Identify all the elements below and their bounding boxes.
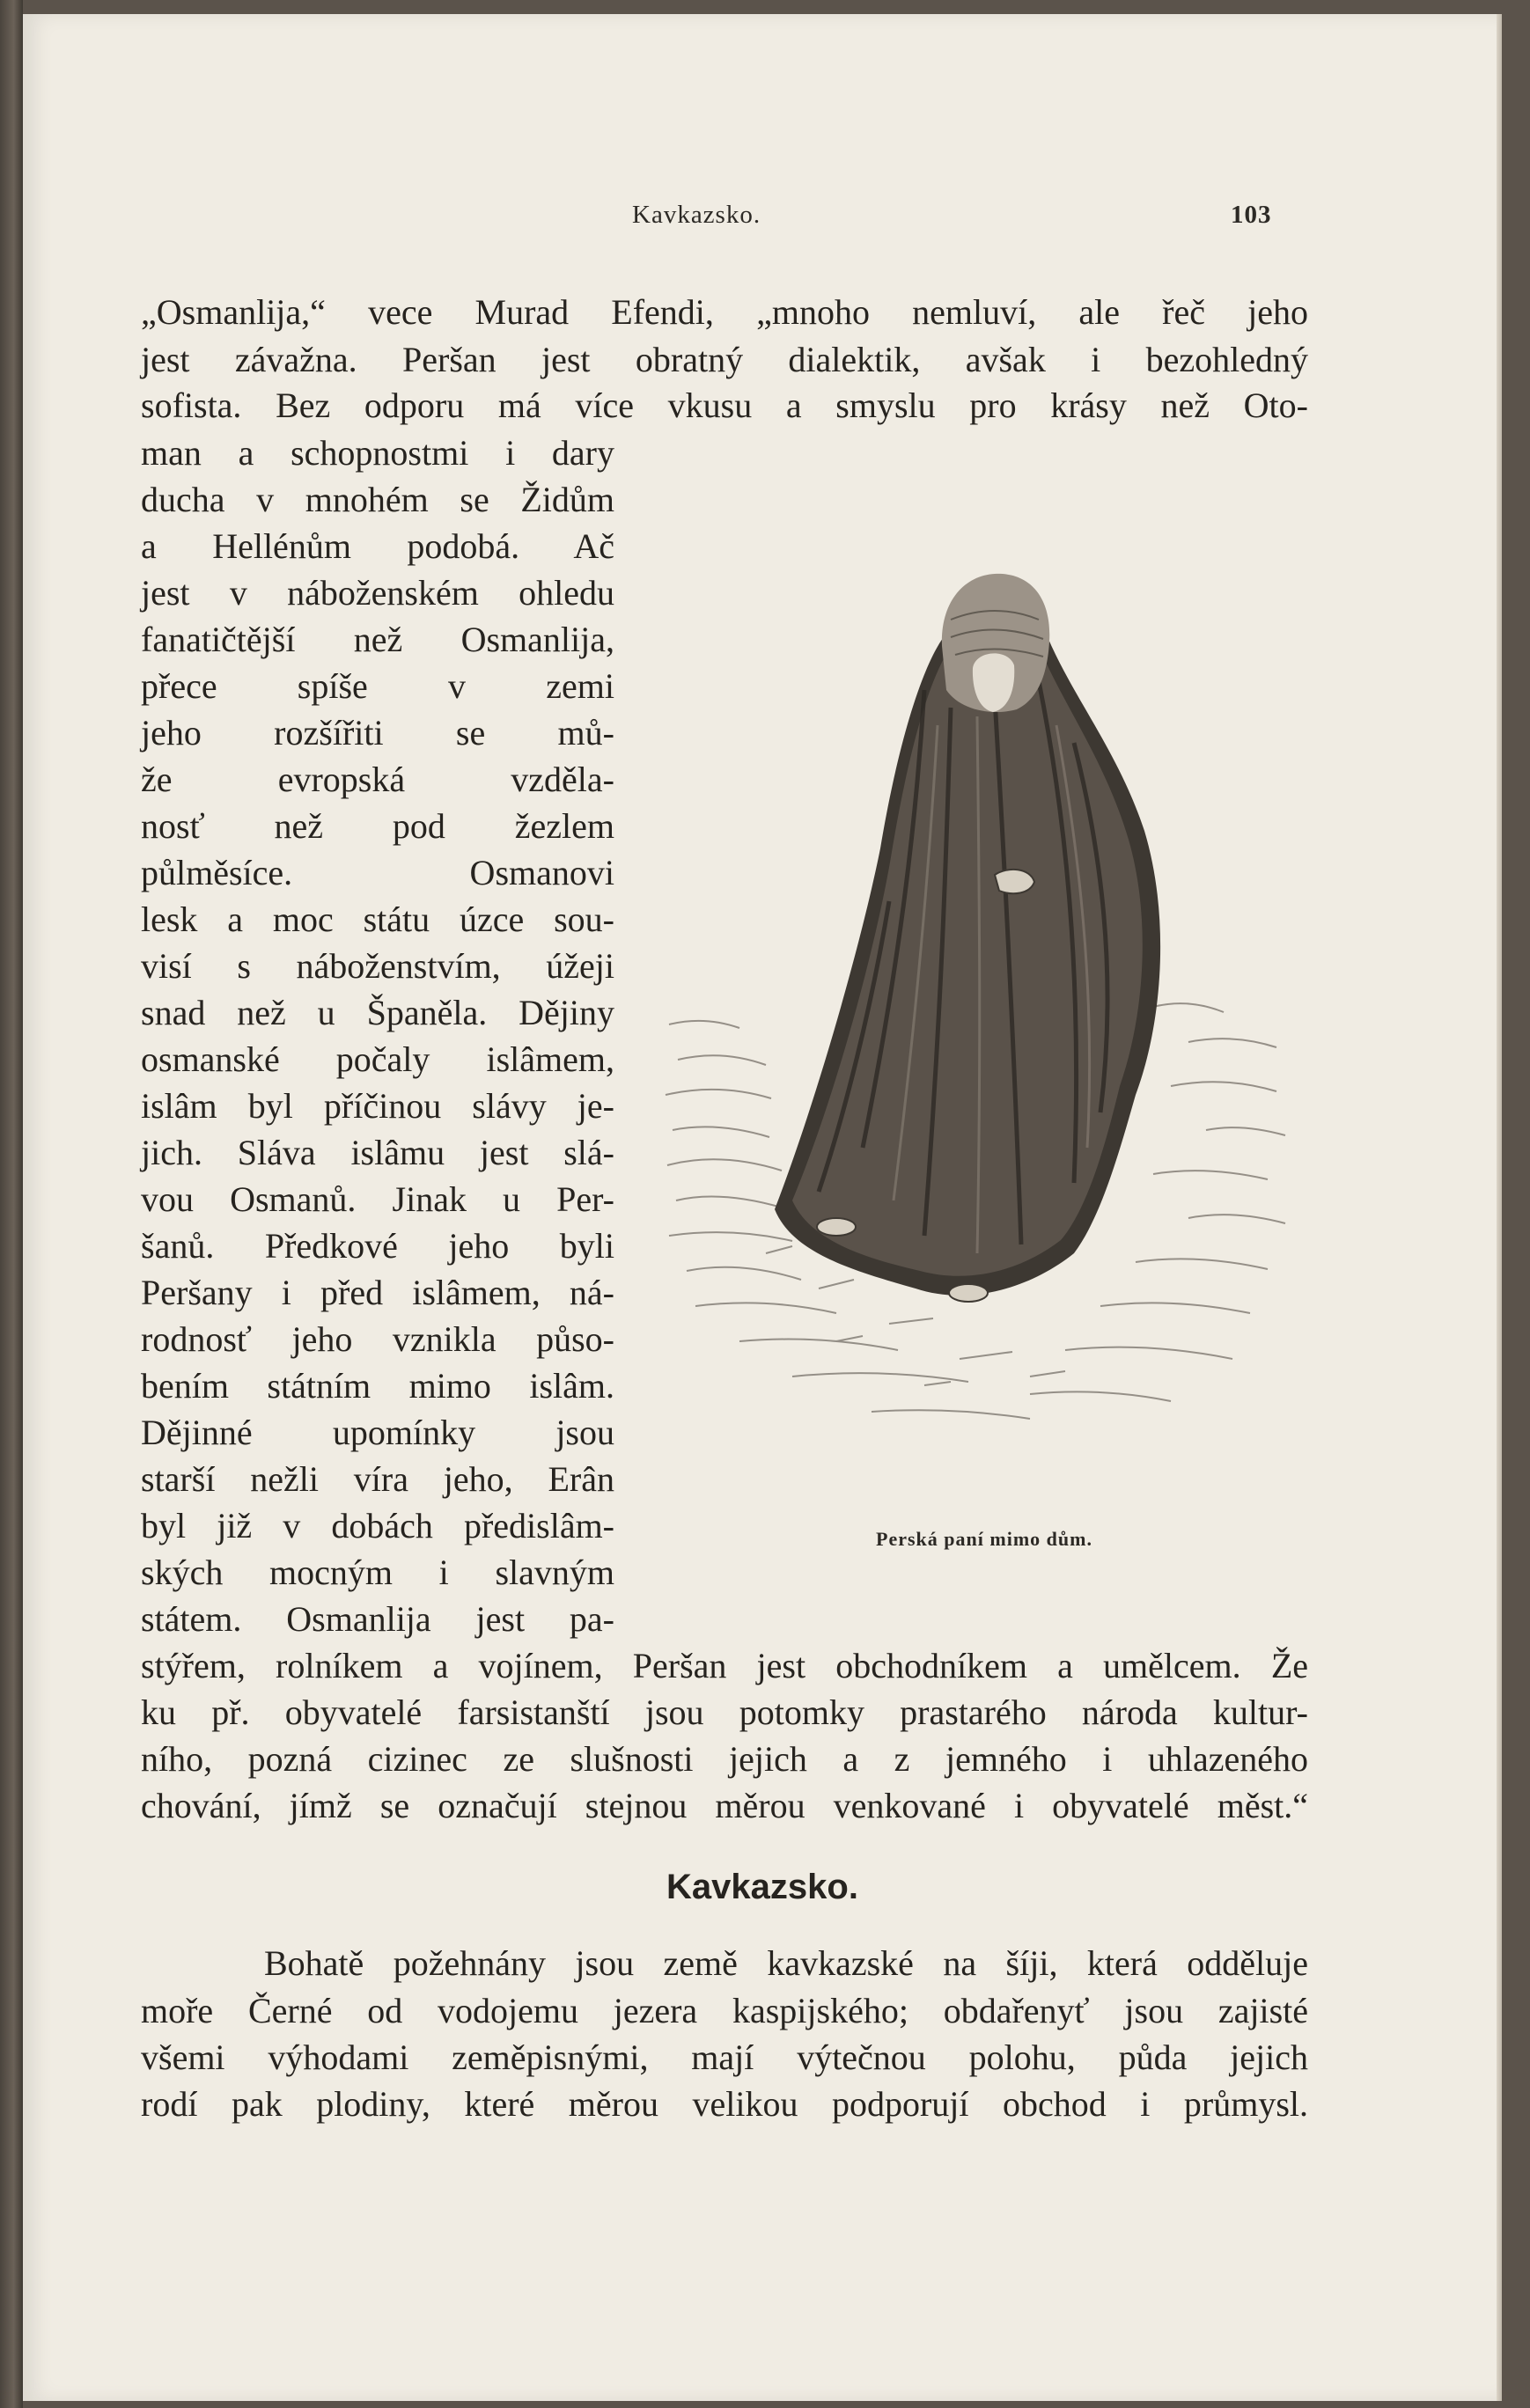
text-line: jich. Sláva islâmu jest slá- <box>141 1133 614 1172</box>
text-line: Peršany i před islâmem, ná- <box>141 1273 614 1312</box>
running-head <box>23 201 1502 236</box>
text-line: chování, jímž se označují stejnou měrou venkované i obyvatelé měst.“ <box>141 1786 1308 1825</box>
text-line: lesk a moc státu úzce sou- <box>141 899 614 939</box>
text-line: moře Černé od vodojemu jezera kaspijského; obdařenyť jsou zajisté <box>141 1991 1308 2030</box>
text-line: stýřem, rolníkem a vojínem, Peršan jest obchodníkem a umělcem. Že <box>141 1646 1308 1685</box>
text-line: islâm byl příčinou slávy je- <box>141 1086 614 1126</box>
text-line: jest v náboženském ohledu <box>141 573 614 613</box>
text-line: jest závažna. Peršan jest obratný dialektik, avšak i bezohledný <box>141 340 1308 379</box>
text-line: rodnosť jeho vznikla půso- <box>141 1319 614 1359</box>
text-line: „Osmanlija,“ vece Murad Efendi, „mnoho nemluví, ale řeč jeho <box>141 292 1308 332</box>
text-line: rodí pak plodiny, které měrou velikou podporují obchod i průmysl. <box>141 2084 1308 2124</box>
book-spine <box>0 0 23 2408</box>
section-heading: Kavkazsko. <box>666 1868 858 1906</box>
illustration-persian-lady <box>660 479 1308 1517</box>
text-line: snad než u Španěla. Dějiny <box>141 993 614 1032</box>
text-line: že evropská vzděla- <box>141 760 614 799</box>
text-line: státem. Osmanlija jest pa- <box>141 1599 614 1639</box>
running-title: Kavkazsko. <box>632 201 761 229</box>
text-line: přece spíše v zemi <box>141 666 614 706</box>
book-page <box>23 14 1502 2401</box>
text-line: vou Osmanů. Jinak u Per- <box>141 1179 614 1219</box>
page-number: 103 <box>1231 201 1272 229</box>
text-line: ního, pozná cizinec ze slušnosti jejich a z jemného i uhlazeného <box>141 1739 1308 1779</box>
text-line: ku př. obyvatelé farsistanští jsou potomky prastarého národa kultur- <box>141 1692 1308 1732</box>
text-line: a Hellénům podobá. Ač <box>141 526 614 566</box>
text-line: sofista. Bez odporu má více vkusu a smyslu pro krásy než Oto- <box>141 385 1308 425</box>
text-line: ských mocným i slavným <box>141 1553 614 1592</box>
text-line: starší nežli víra jeho, Erân <box>141 1459 614 1499</box>
text-line: všemi výhodami zeměpisnými, mají výtečnou polohu, půda jejich <box>141 2037 1308 2077</box>
text-line: ducha v mnohém se Židům <box>141 480 614 519</box>
text-line: jeho rozšířiti se mů- <box>141 713 614 752</box>
text-line: Bohatě požehnány jsou země kavkazské na šíji, která odděluje <box>264 1943 1308 1983</box>
figure-caption: Perská paní mimo dům. <box>876 1528 1092 1550</box>
page-edge <box>1497 14 1502 2401</box>
text-line: půlměsíce. Osmanovi <box>141 853 614 892</box>
text-line: bením státním mimo islâm. <box>141 1366 614 1406</box>
text-line: byl již v dobách předislâm- <box>141 1506 614 1545</box>
text-line: fanatičtější než Osmanlija, <box>141 620 614 659</box>
text-line: osmanské počaly islâmem, <box>141 1039 614 1079</box>
text-line: nosť než pod žezlem <box>141 806 614 846</box>
text-line: visí s náboženstvím, úžeji <box>141 946 614 986</box>
text-line: man a schopnostmi i dary <box>141 433 614 473</box>
text-line: Dějinné upomínky jsou <box>141 1413 614 1452</box>
text-line: šanů. Předkové jeho byli <box>141 1226 614 1266</box>
